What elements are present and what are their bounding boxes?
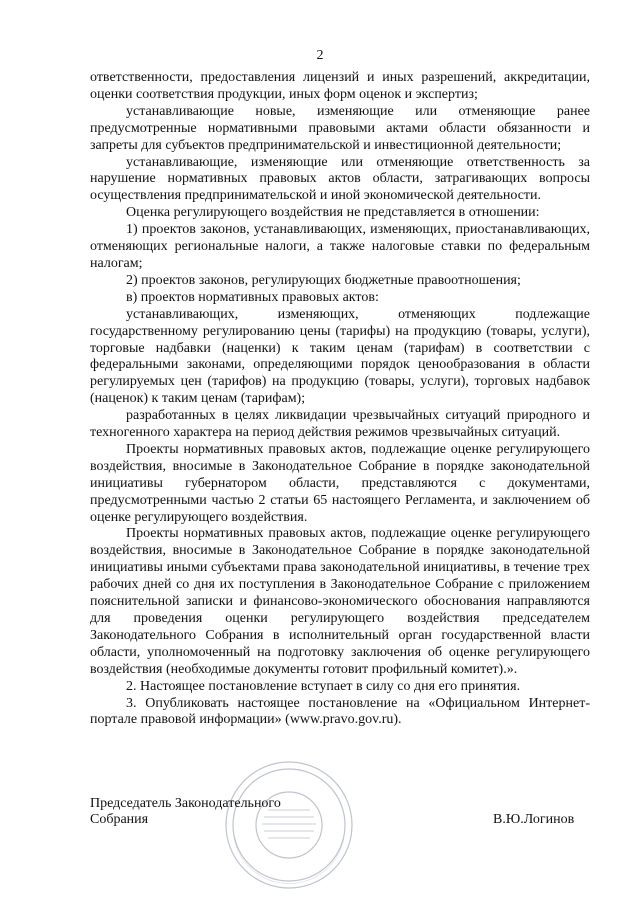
paragraph: Проекты нормативных правовых актов, подлежащие оценке регулирующего воздействия, вносимые в Законодательное Собрание в порядке законодательной инициативы иными субъектами права законодательной инициативы, в течение трех рабочих дней со дня их поступления в Законодательное Собрание с приложением пояснительной записки и финансово-экономического обоснования направляются для проведения оценки регулирующего воздействия председателем Законодательного Собрания в исполнительный орган государственной власти области, уполномоченный на подготовку заключения об оценке регулирующего воздействия (необходимые документы готовит профильный комитет).». [90, 526, 590, 677]
paragraph: устанавливающие новые, изменяющие или отменяющие ранее предусмотренные нормативными правовыми актами области обязанности и запреты для субъектов предпринимательской и инвестиционной деятельности; [90, 103, 590, 153]
document-body [90, 70, 590, 729]
page-number: 2 [316, 48, 324, 63]
paragraph: 2) проектов законов, регулирующих бюджетные правоотношения; [126, 272, 521, 288]
paragraph: Проекты нормативных правовых актов, подлежащие оценке регулирующего воздействия, вносимые в Законодательное Собрание в порядке законодательной инициативы губернатором области, представляются с документами, предусмотренными частью 2 статьи 65 настоящего Регламента, и заключением об оценке регулирующего воздействия. [90, 441, 590, 525]
signer-title-line: Председатель Законодательного [90, 796, 281, 811]
signer-title-line: Собрания [90, 812, 149, 827]
paragraph: 3. Опубликовать настоящее постановление на «Официальном Интернет-портале правовой информации» (www.pravo.gov.ru). [90, 695, 590, 728]
paragraph: 2. Настоящее постановление вступает в силу со дня его принятия. [126, 678, 521, 694]
paragraph: в) проектов нормативных правовых актов: [126, 289, 379, 305]
paragraph: Оценка регулирующего воздействия не представляется в отношении: [126, 205, 540, 221]
paragraph: ответственности, предоставления лицензий и иных разрешений, аккредитации, оценки соответствия продукции, иных форм оценок и экспертиз; [90, 70, 590, 102]
paragraph: 1) проектов законов, устанавливающих, изменяющих, приостанавливающих, отменяющих региональные налоги, а также налоговые ставки по федеральным налогам; [90, 222, 590, 271]
signer-title [90, 796, 281, 828]
paragraph: разработанных в целях ликвидации чрезвычайных ситуаций природного и техногенного характера на период действия режимов чрезвычайных ситуаций. [90, 408, 590, 441]
paragraph: устанавливающие, изменяющие или отменяющие ответственность за нарушение нормативных правовых актов области, затрагивающих вопросы осуществления предпринимательской и иной экономической деятельности. [90, 154, 590, 204]
signer-name: В.Ю.Логинов [493, 812, 575, 827]
paragraph: устанавливающих, изменяющих, отменяющих подлежащие государственному регулированию цены (тарифы) на продукцию (товары, услуги), торговые надбавки (наценки) к таким ценам (тарифам) в соответствии с федеральными законами, определяющими порядок ценообразования в области регулируемых цен (тарифов) на продукцию (товары, услуги), торговых надбавок (наценок) к таким ценам (тарифам); [90, 306, 590, 407]
